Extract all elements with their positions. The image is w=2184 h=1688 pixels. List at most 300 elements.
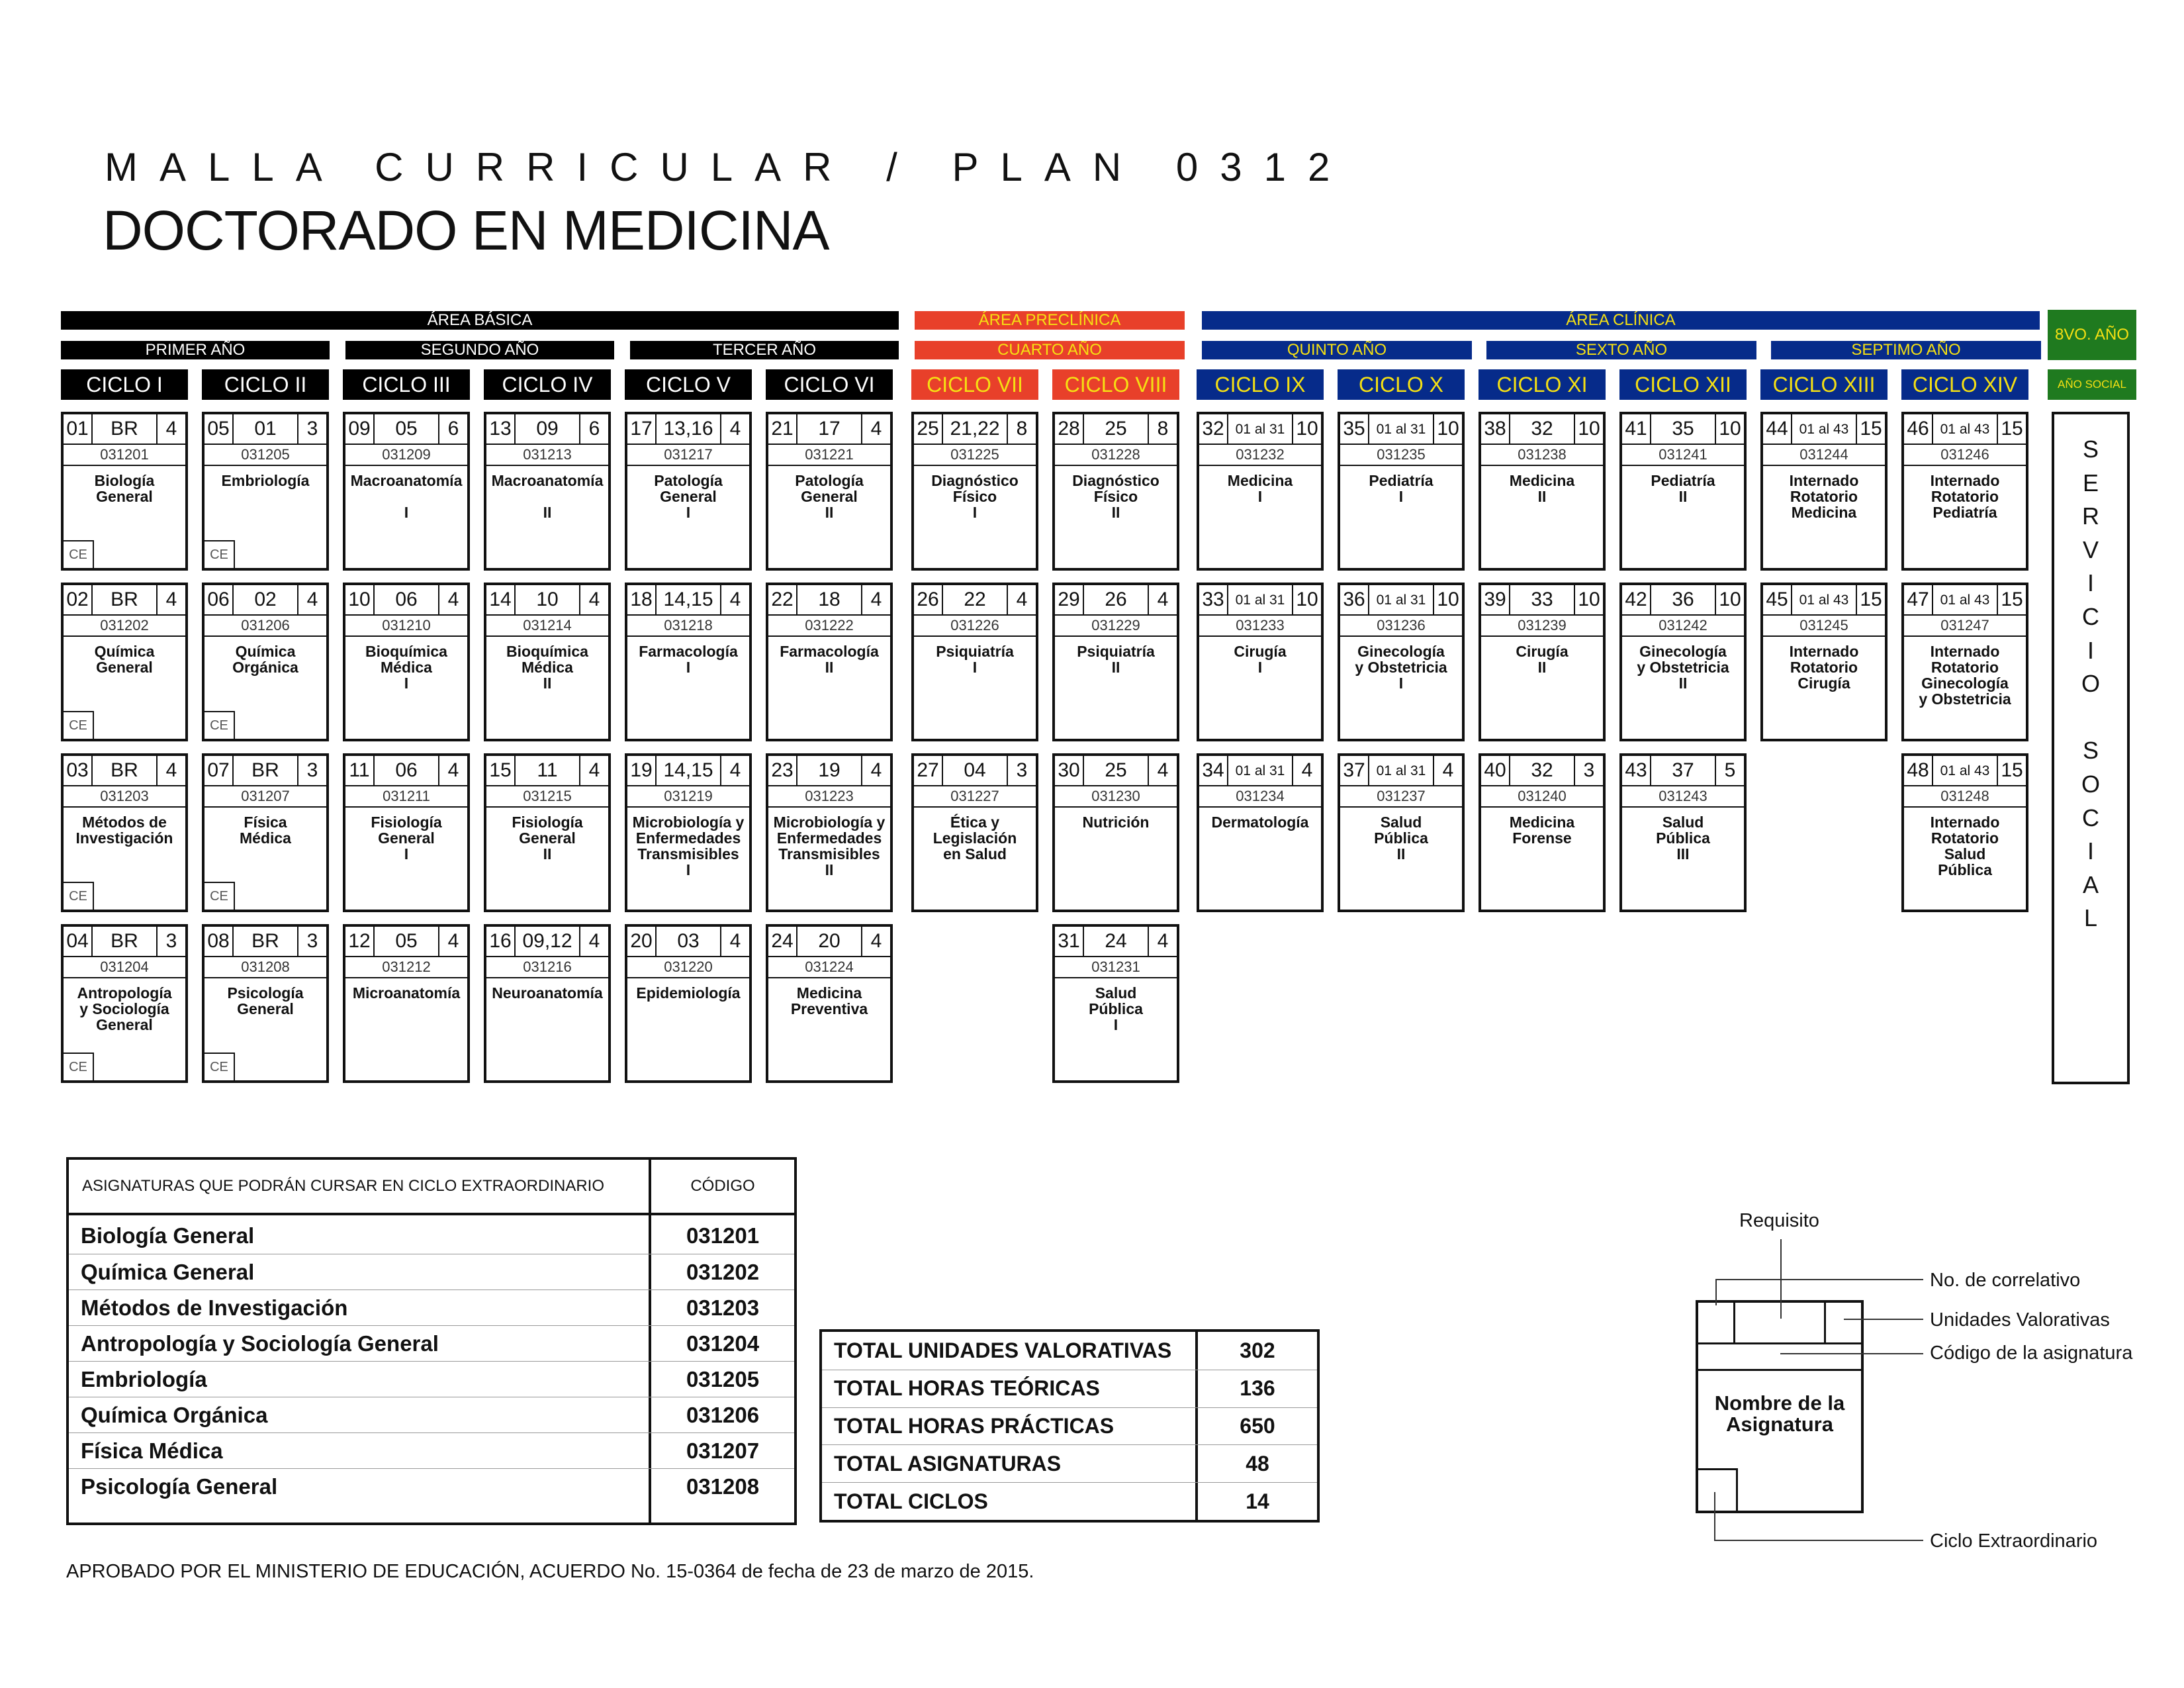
- course-cell: [1479, 412, 1606, 571]
- course-name: Diagnóstico Físico II: [1072, 472, 1160, 521]
- course-divider: [64, 635, 185, 637]
- cycle-band-5: CICLO V: [625, 369, 752, 400]
- totals-row: [822, 1332, 1317, 1370]
- course-divider: [345, 806, 467, 808]
- course-correlativo: 23: [768, 756, 797, 785]
- course-divider: [627, 977, 749, 978]
- year-band-primero: PRIMER AÑO: [61, 341, 330, 359]
- totals-label: TOTAL HORAS TEÓRICAS: [834, 1376, 1100, 1401]
- course-name: Química Orgánica: [232, 643, 298, 676]
- servicio-social-letter: S: [2082, 436, 2099, 463]
- course-correlativo: 22: [768, 585, 797, 614]
- course-correlativo: 09: [345, 414, 375, 444]
- course-cell: [1197, 753, 1324, 912]
- extraordinario-course-code: 031201: [686, 1223, 760, 1248]
- course-cell: [625, 753, 752, 912]
- course-correlativo: 28: [1055, 414, 1084, 444]
- course-uv: 3: [156, 927, 185, 956]
- extraordinario-course-code: 031207: [686, 1438, 760, 1463]
- course-cell: [766, 753, 893, 912]
- course-divider: [1763, 635, 1885, 637]
- course-requisito: 20: [818, 930, 841, 952]
- degree-title: DOCTORADO EN MEDICINA: [103, 199, 829, 261]
- extraordinario-table: [66, 1157, 797, 1525]
- course-name: Farmacología I: [639, 643, 738, 676]
- extraordinario-course-name: Biología General: [81, 1223, 255, 1248]
- course-name: Ginecología y Obstetricia II: [1637, 643, 1729, 692]
- course-requisito: 24: [1105, 930, 1127, 952]
- course-cell: [911, 583, 1038, 741]
- legend-codigo-line: [1780, 1353, 1923, 1354]
- course-correlativo: 05: [205, 414, 234, 444]
- course-ce-badge: CE: [205, 540, 235, 568]
- course-requisito: 37: [1672, 759, 1694, 781]
- course-code: 031229: [1091, 617, 1140, 633]
- course-ce-badge: CE: [64, 540, 94, 568]
- course-uv: 4: [1433, 756, 1462, 785]
- course-code: 031241: [1659, 446, 1707, 463]
- legend-codigo-label: Código de la asignatura: [1930, 1342, 2133, 1364]
- year-band-sexto: SEXTO AÑO: [1486, 341, 1756, 359]
- course-requisito: 14,15: [663, 588, 713, 610]
- course-uv: 4: [156, 414, 185, 444]
- servicio-social-letter: L: [2083, 904, 2098, 932]
- cycle-band-3: CICLO III: [343, 369, 470, 400]
- servicio-social-letter: I: [2087, 569, 2094, 597]
- course-divider: [64, 806, 185, 808]
- course-correlativo: 16: [486, 927, 516, 956]
- course-requisito: BR: [251, 930, 279, 952]
- course-name: Internado Rotatorio Ginecología y Obstetricia: [1919, 643, 2011, 708]
- course-uv: 10: [1715, 585, 1744, 614]
- course-ce-badge: CE: [205, 711, 235, 739]
- course-cell: [1619, 583, 1747, 741]
- course-correlativo: 12: [345, 927, 375, 956]
- course-name: Nutrición: [1082, 814, 1150, 831]
- course-code: 031218: [664, 617, 713, 633]
- course-uv: 3: [297, 927, 326, 956]
- course-code: 031243: [1659, 788, 1707, 804]
- course-divider: [1904, 465, 2026, 466]
- course-requisito: 22: [964, 588, 986, 610]
- extraordinario-header-name: ASIGNATURAS QUE PODRÁN CURSAR EN CICLO EXTRAORDINARIO: [82, 1177, 604, 1195]
- course-name: Farmacología II: [780, 643, 879, 676]
- social-year-band: AÑO SOCIAL: [2048, 369, 2136, 400]
- course-correlativo: 33: [1199, 585, 1228, 614]
- course-name: Química General: [94, 643, 155, 676]
- course-code: 031215: [523, 788, 572, 804]
- course-name: Patología General II: [795, 472, 864, 521]
- course-requisito: BR: [111, 930, 138, 952]
- course-name: Pediatría I: [1369, 472, 1433, 505]
- course-correlativo: 13: [486, 414, 516, 444]
- course-code: 031245: [1799, 617, 1848, 633]
- course-name: Macroanatomía I: [350, 472, 463, 521]
- course-correlativo: 27: [914, 756, 943, 785]
- cycle-band-4: CICLO IV: [484, 369, 611, 400]
- course-cell: [1338, 583, 1465, 741]
- course-divider: [914, 635, 1036, 637]
- course-correlativo: 20: [627, 927, 657, 956]
- course-uv: 15: [1997, 585, 2026, 614]
- course-code: 031216: [523, 959, 572, 975]
- course-divider: [1340, 806, 1462, 808]
- plan-title: MALLA CURRICULAR / PLAN 0312: [105, 145, 1352, 189]
- totals-value: 302: [1240, 1338, 1275, 1362]
- course-divider: [1199, 635, 1321, 637]
- course-correlativo: 18: [627, 585, 657, 614]
- totals-label: TOTAL ASIGNATURAS: [834, 1451, 1062, 1476]
- legend-nombre-label: Nombre de la Asignatura: [1714, 1391, 1845, 1436]
- course-correlativo: 30: [1055, 756, 1084, 785]
- totals-label: TOTAL HORAS PRÁCTICAS: [834, 1414, 1115, 1438]
- course-divider: [1481, 806, 1603, 808]
- totals-label: TOTAL CICLOS: [834, 1489, 988, 1513]
- course-name: Medicina Preventiva: [790, 984, 868, 1017]
- course-name: Biología General: [94, 472, 155, 505]
- course-uv: 15: [1997, 414, 2026, 444]
- course-cell: [766, 583, 893, 741]
- course-requisito: 01 al 43: [1940, 592, 1990, 608]
- extraordinario-row: [69, 1468, 794, 1505]
- year-band-segundo: SEGUNDO AÑO: [345, 341, 614, 359]
- legend-cell-sample: [1696, 1300, 1864, 1513]
- course-uv: 10: [1574, 414, 1603, 444]
- course-uv: 4: [438, 585, 467, 614]
- course-name: Macroanatomía II: [491, 472, 604, 521]
- course-code: 031228: [1091, 446, 1140, 463]
- course-code: 031207: [241, 788, 290, 804]
- servicio-social-label: [2054, 433, 2127, 935]
- course-code: 031210: [382, 617, 431, 633]
- legend-uv-slot: [1824, 1303, 1861, 1342]
- course-name: Medicina Forense: [1509, 814, 1575, 847]
- course-uv: 8: [1148, 414, 1177, 444]
- course-name: Medicina I: [1227, 472, 1293, 505]
- course-name: Ginecología y Obstetricia I: [1355, 643, 1447, 692]
- course-name: Internado Rotatorio Medicina: [1789, 472, 1859, 521]
- course-cell: [1338, 412, 1465, 571]
- area-preclinica-band: ÁREA PRECLÍNICA: [915, 311, 1185, 330]
- servicio-social-letter: O: [2081, 770, 2100, 798]
- cycle-band-14: CICLO XIV: [1901, 369, 2028, 400]
- cycle-band-2: CICLO II: [202, 369, 329, 400]
- course-code: 031208: [241, 959, 290, 975]
- course-correlativo: 02: [64, 585, 93, 614]
- course-requisito: 01 al 43: [1940, 763, 1990, 778]
- course-cell: [202, 583, 329, 741]
- course-requisito: 33: [1531, 588, 1553, 610]
- course-divider: [1055, 465, 1177, 466]
- servicio-social-letter: R: [2082, 502, 2099, 530]
- course-cell: [1197, 583, 1324, 741]
- course-requisito: 01 al 43: [1940, 421, 1990, 437]
- course-correlativo: 40: [1481, 756, 1510, 785]
- course-cell: [1901, 583, 2028, 741]
- course-uv: 4: [1292, 756, 1321, 785]
- course-requisito: 01 al 31: [1235, 421, 1285, 437]
- course-divider: [1199, 806, 1321, 808]
- course-requisito: 01 al 43: [1799, 421, 1849, 437]
- year-band-tercero: TERCER AÑO: [630, 341, 899, 359]
- octavo-year-band: 8VO. AÑO: [2048, 310, 2136, 360]
- course-requisito: 35: [1672, 418, 1694, 440]
- course-code: 031247: [1940, 617, 1989, 633]
- cycle-band-8: CICLO VIII: [1052, 369, 1179, 400]
- course-divider: [1340, 465, 1462, 466]
- extraordinario-course-name: Métodos de Investigación: [81, 1295, 348, 1320]
- course-cell: [61, 924, 188, 1083]
- course-code: 031226: [950, 617, 999, 633]
- course-divider: [627, 806, 749, 808]
- course-requisito: 25: [1105, 759, 1127, 781]
- course-code: 031214: [523, 617, 572, 633]
- course-divider: [64, 977, 185, 978]
- course-requisito: BR: [111, 588, 138, 610]
- course-cell: [1619, 412, 1747, 571]
- course-requisito: 32: [1531, 418, 1553, 440]
- extraordinario-course-name: Psicología General: [81, 1474, 278, 1499]
- cycle-band-6: CICLO VI: [766, 369, 893, 400]
- course-code: 031235: [1377, 446, 1426, 463]
- course-correlativo: 35: [1340, 414, 1369, 444]
- course-name: Bioquímica Médica I: [365, 643, 447, 692]
- course-requisito: 13,16: [663, 418, 713, 440]
- course-cell: [625, 583, 752, 741]
- course-code: 031244: [1799, 446, 1848, 463]
- extraordinario-course-name: Física Médica: [81, 1438, 223, 1463]
- course-correlativo: 41: [1622, 414, 1651, 444]
- course-correlativo: 32: [1199, 414, 1228, 444]
- course-cell: [1760, 412, 1888, 571]
- course-requisito: 01: [254, 418, 277, 440]
- totals-table: [819, 1329, 1320, 1523]
- course-divider: [1481, 635, 1603, 637]
- course-uv: 10: [1292, 414, 1321, 444]
- course-uv: 4: [1148, 585, 1177, 614]
- course-divider: [486, 977, 608, 978]
- course-name: Internado Rotatorio Cirugía: [1789, 643, 1859, 692]
- course-requisito: 03: [677, 930, 700, 952]
- course-code: 031227: [950, 788, 999, 804]
- course-code: 031203: [100, 788, 149, 804]
- servicio-social-letter: [2054, 701, 2127, 735]
- course-divider: [486, 635, 608, 637]
- course-requisito: BR: [111, 418, 138, 440]
- course-correlativo: 14: [486, 585, 516, 614]
- course-name: Microbiología y Enfermedades Transmisibles I: [632, 814, 745, 878]
- course-cell: [1052, 412, 1179, 571]
- course-name: Pediatría II: [1651, 472, 1715, 505]
- course-name: Métodos de Investigación: [75, 814, 173, 847]
- course-uv: 3: [1007, 756, 1036, 785]
- course-uv: 6: [438, 414, 467, 444]
- cycle-band-13: CICLO XIII: [1760, 369, 1888, 400]
- legend-correlativo-slot: [1698, 1303, 1735, 1342]
- cycle-band-1: CICLO I: [61, 369, 188, 400]
- course-divider: [205, 977, 326, 978]
- course-cell: [61, 412, 188, 571]
- course-correlativo: 06: [205, 585, 234, 614]
- course-requisito: 21,22: [950, 418, 1000, 440]
- extraordinario-course-code: 031202: [686, 1260, 760, 1284]
- totals-row: [822, 1444, 1317, 1483]
- course-requisito: 36: [1672, 588, 1694, 610]
- extraordinario-row: [69, 1325, 794, 1362]
- course-uv: 6: [579, 414, 608, 444]
- course-uv: 4: [579, 585, 608, 614]
- course-uv: 3: [1574, 756, 1603, 785]
- course-divider: [768, 806, 890, 808]
- course-name: Salud Pública II: [1374, 814, 1428, 863]
- cycle-band-7: CICLO VII: [911, 369, 1038, 400]
- course-divider: [768, 635, 890, 637]
- cycle-band-9: CICLO IX: [1197, 369, 1324, 400]
- course-requisito: 09,12: [522, 930, 572, 952]
- course-cell: [343, 924, 470, 1083]
- course-uv: 4: [297, 585, 326, 614]
- course-divider: [345, 635, 467, 637]
- totals-label: TOTAL UNIDADES VALORATIVAS: [834, 1338, 1172, 1362]
- course-divider: [1622, 465, 1744, 466]
- course-uv: 4: [156, 585, 185, 614]
- course-code: 031236: [1377, 617, 1426, 633]
- cycle-band-11: CICLO XI: [1479, 369, 1606, 400]
- course-code: 031204: [100, 959, 149, 975]
- course-correlativo: 15: [486, 756, 516, 785]
- extraordinario-row: [69, 1361, 794, 1397]
- course-requisito: BR: [111, 759, 138, 781]
- course-correlativo: 34: [1199, 756, 1228, 785]
- legend-ce-line-h: [1714, 1540, 1923, 1541]
- course-name: Cirugía I: [1234, 643, 1287, 676]
- course-uv: 3: [297, 756, 326, 785]
- course-name: Epidemiología: [636, 984, 741, 1002]
- course-requisito: 17: [818, 418, 841, 440]
- course-correlativo: 03: [64, 756, 93, 785]
- course-cell: [1197, 412, 1324, 571]
- course-cell: [1052, 583, 1179, 741]
- course-name: Bioquímica Médica II: [506, 643, 588, 692]
- course-cell: [484, 753, 611, 912]
- course-code: 031240: [1518, 788, 1567, 804]
- course-name: Psiquiatría I: [936, 643, 1014, 676]
- course-code: 031234: [1236, 788, 1285, 804]
- course-name: Cirugía II: [1516, 643, 1569, 676]
- course-divider: [205, 465, 326, 466]
- legend-ce-line-v: [1714, 1492, 1715, 1540]
- course-correlativo: 31: [1055, 927, 1084, 956]
- extraordinario-course-code: 031205: [686, 1367, 760, 1391]
- course-divider: [1340, 635, 1462, 637]
- course-name: Fisiología General II: [512, 814, 583, 863]
- course-cell: [625, 412, 752, 571]
- course-requisito: 02: [254, 588, 277, 610]
- course-correlativo: 07: [205, 756, 234, 785]
- course-ce-badge: CE: [205, 1053, 235, 1080]
- course-correlativo: 43: [1622, 756, 1651, 785]
- course-code: 031239: [1518, 617, 1567, 633]
- course-correlativo: 47: [1904, 585, 1933, 614]
- course-ce-badge: CE: [64, 882, 94, 910]
- totals-value: 48: [1246, 1451, 1269, 1476]
- course-name: Psicología General: [227, 984, 304, 1017]
- course-name: Patología General I: [654, 472, 723, 521]
- course-uv: 4: [861, 927, 890, 956]
- servicio-social-letter: C: [2082, 804, 2099, 831]
- course-requisito: 06: [395, 759, 418, 781]
- course-code: 031202: [100, 617, 149, 633]
- year-band-quinto: QUINTO AÑO: [1202, 341, 1472, 359]
- legend-uv-label: Unidades Valorativas: [1930, 1309, 2110, 1331]
- course-cell: [61, 583, 188, 741]
- course-correlativo: 19: [627, 756, 657, 785]
- servicio-social-letter: C: [2082, 602, 2099, 630]
- course-uv: 4: [1148, 756, 1177, 785]
- course-code: 031222: [805, 617, 854, 633]
- servicio-social-box: [2052, 412, 2130, 1084]
- course-requisito: 01 al 31: [1376, 592, 1426, 608]
- course-uv: 10: [1433, 585, 1462, 614]
- course-divider: [1199, 465, 1321, 466]
- area-clinica-band: ÁREA CLÍNICA: [1202, 311, 2040, 330]
- course-divider: [345, 465, 467, 466]
- servicio-social-letter: O: [2081, 670, 2100, 698]
- course-code: 031220: [664, 959, 713, 975]
- legend-correlativo-label: No. de correlativo: [1930, 1270, 2081, 1291]
- course-code: 031246: [1940, 446, 1989, 463]
- course-requisito: 06: [395, 588, 418, 610]
- course-code: 031219: [664, 788, 713, 804]
- course-uv: 4: [720, 927, 749, 956]
- course-code: 031223: [805, 788, 854, 804]
- extraordinario-course-code: 031206: [686, 1403, 760, 1427]
- course-requisito: 01 al 31: [1376, 421, 1426, 437]
- course-divider: [1904, 635, 2026, 637]
- course-uv: 4: [720, 414, 749, 444]
- course-uv: 4: [579, 756, 608, 785]
- legend-correlativo-line-v: [1715, 1279, 1717, 1305]
- extraordinario-course-name: Antropología y Sociología General: [81, 1331, 439, 1356]
- course-correlativo: 17: [627, 414, 657, 444]
- course-divider: [1055, 635, 1177, 637]
- course-name: Psiquiatría II: [1077, 643, 1155, 676]
- course-uv: 4: [156, 756, 185, 785]
- course-correlativo: 44: [1763, 414, 1792, 444]
- course-correlativo: 21: [768, 414, 797, 444]
- course-cell: [766, 412, 893, 571]
- extraordinario-course-code: 031208: [686, 1474, 760, 1499]
- area-basica-band: ÁREA BÁSICA: [61, 311, 899, 330]
- course-code: 031238: [1518, 446, 1567, 463]
- course-uv: 10: [1292, 585, 1321, 614]
- course-requisito: 26: [1105, 588, 1127, 610]
- legend-requisito-label: Requisito: [1739, 1210, 1819, 1231]
- course-cell: [911, 753, 1038, 912]
- extraordinario-row: [69, 1397, 794, 1433]
- course-uv: 10: [1433, 414, 1462, 444]
- course-requisito: 01 al 31: [1235, 763, 1285, 778]
- servicio-social-letter: I: [2087, 636, 2094, 664]
- course-name: Salud Pública III: [1656, 814, 1710, 863]
- course-name: Fisiología General I: [371, 814, 442, 863]
- totals-value: 136: [1240, 1376, 1275, 1401]
- course-uv: 8: [1007, 414, 1036, 444]
- course-uv: 4: [720, 585, 749, 614]
- course-code: 031232: [1236, 446, 1285, 463]
- course-correlativo: 39: [1481, 585, 1510, 614]
- course-uv: 4: [438, 756, 467, 785]
